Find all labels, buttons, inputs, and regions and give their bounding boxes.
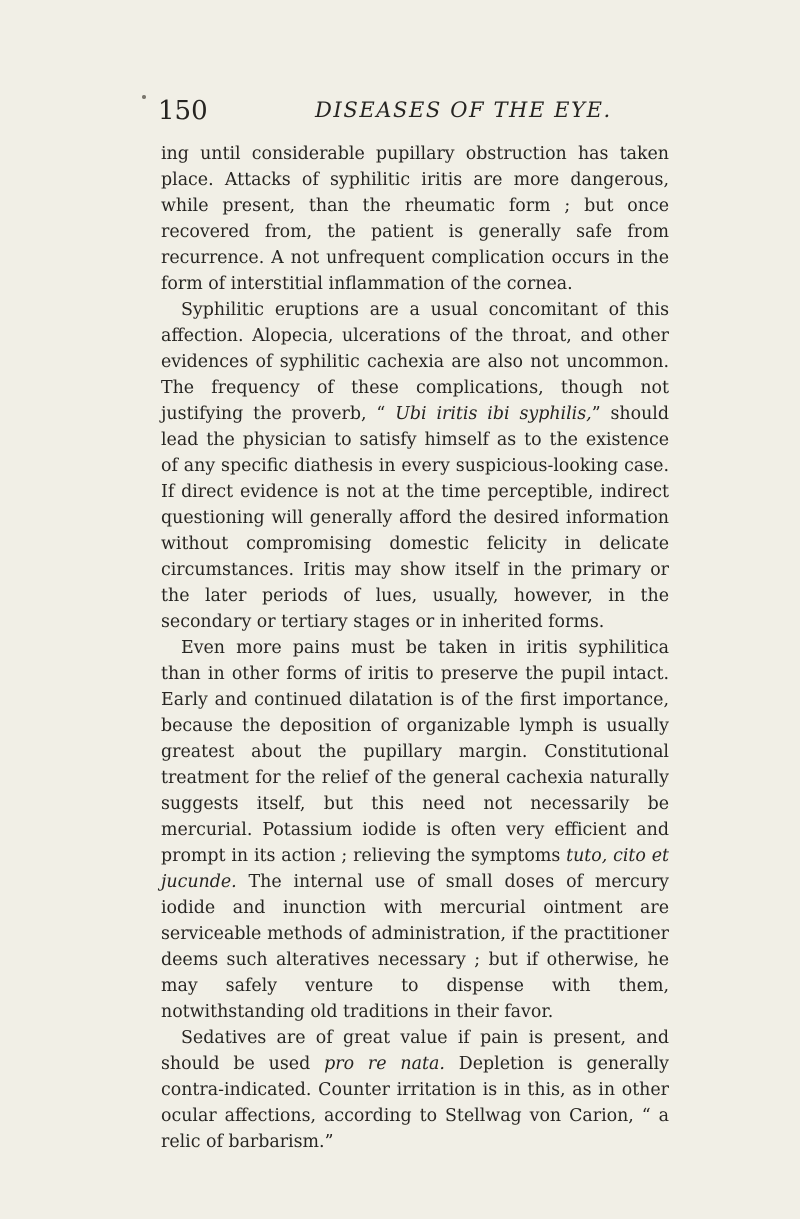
body-text — [161, 141, 669, 1155]
latin-phrase: tuto, cito et jucunde. — [161, 846, 669, 892]
paragraph-4 — [161, 1025, 669, 1155]
paragraph-text: Even more pains must be taken in iritis syphilitica than in other forms of iritis to preserve the pupil intact. Early and continued dilatation is of the first importance, because the deposition of organizable lymph is usually greatest about the pupillary margin. Constitutional treatment for the relief of the general cachexia naturally suggests itself, but this need not necessarily be mercurial. Potassium iodide is often very efficient and prompt in its action ; relieving the symptoms — [161, 638, 669, 866]
paragraph-2 — [161, 297, 669, 635]
paragraph-text: Sedatives are of great value if pain is present, and should be used — [161, 1028, 669, 1074]
paragraph-text: Syphilitic eruptions are a usual concomitant of this affection. Alopecia, ulcerations of the throat, and other evidences of syphilitic cachexia are also not uncommon. The frequency of these complications, though not justifying the proverb, “ — [161, 300, 669, 424]
paragraph-text: ing until considerable pupillary obstruction has taken place. Attacks of syphilitic iritis are more dangerous, while present, than the rheumatic form ; but once recovered from, the patient is generally safe from recurrence. A not unfrequent complication occurs in the form of interstitial inflammation of the cornea. — [161, 144, 669, 294]
margin-dot — [142, 95, 146, 99]
paragraph-1 — [161, 141, 669, 297]
paragraph-3 — [161, 635, 669, 1025]
running-title: DISEASES OF THE EYE. — [315, 98, 612, 122]
latin-proverb: Ubi iritis ibi syphilis, — [395, 404, 592, 424]
paragraph-text: Depletion is generally contra-indicated. Counter irritation is in this, as in other ocular affections, according to Stellwag von Carion, “ a relic of barbarism.” — [161, 1054, 670, 1152]
page-number: 150 — [158, 96, 208, 126]
latin-phrase: pro re nata. — [324, 1054, 445, 1074]
page-header — [158, 96, 678, 132]
paragraph-text: ” should lead the physician to satisfy himself as to the existence of any specific diathesis in every suspicious-looking case. If direct evidence is not at the time perceptible, indirect questioning will generally afford the desired information without compromising domestic felicity in delicate circumstances. Iritis may show itself in the primary or the later periods of lues, usually, however, in the secondary or tertiary stages or in inherited forms. — [161, 404, 669, 632]
paragraph-text: The internal use of small doses of mercury iodide and inunction with mercurial ointment are serviceable methods of administration, if the practitioner deems such alteratives necessary ; but if otherwise, he may safely venture to dispense with them, notwithstanding old traditions in their favor. — [161, 872, 669, 1022]
